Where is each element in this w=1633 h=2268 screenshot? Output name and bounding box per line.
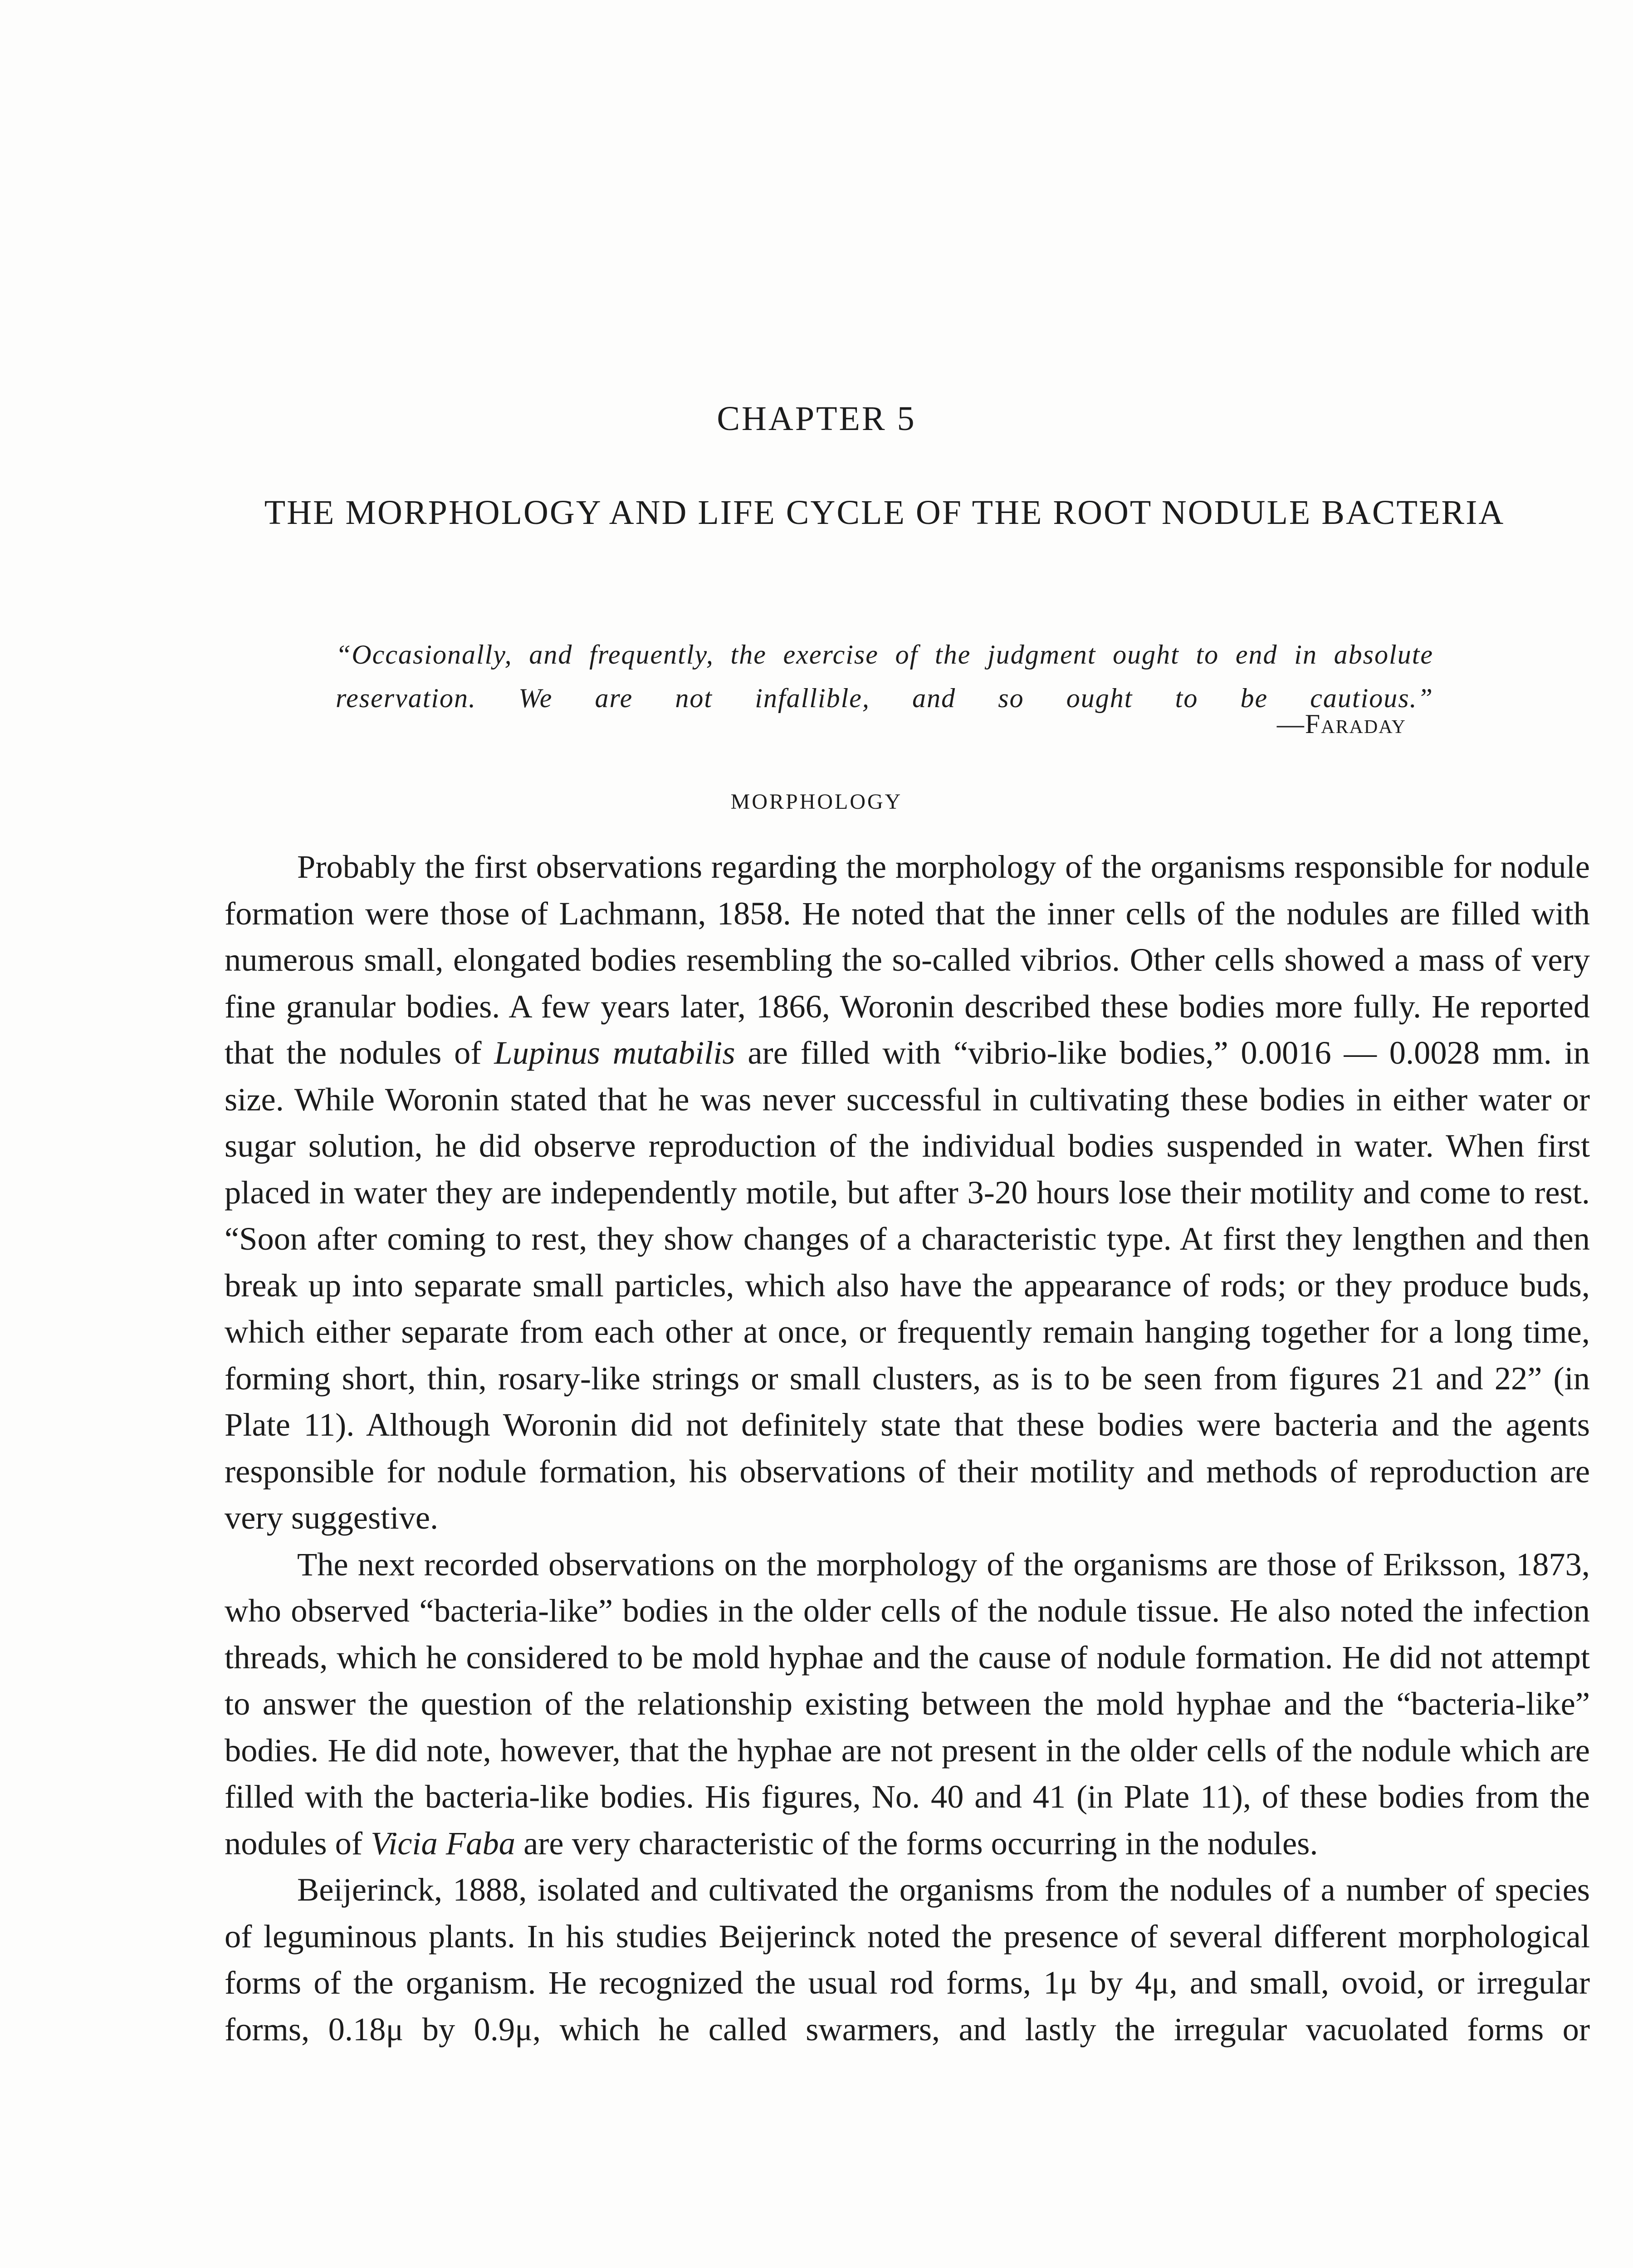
paragraph-text: Probably the first observations regarding the morphology of the organisms responsible for nodule formation were those of Lachmann, 1858. He noted that the inner cells of the nodules are filled with numerous small, elongated bodies resembling the so-called vibrios. Other cells showed a mass of very fine granular bodies. A few years later, 1866, Woronin described these bodies more fully. He reported that the nodules of (225, 848, 1590, 1071)
epigraph-attribution: —Faraday (1276, 709, 1406, 739)
paragraph (225, 844, 1590, 1541)
paragraph-text: are very characteristic of the forms occurring in the nodules. (515, 1824, 1318, 1862)
section-heading: MORPHOLOGY (730, 790, 903, 814)
species-name-italic: Lupinus mutabilis (494, 1034, 735, 1071)
paragraph (225, 1867, 1590, 2053)
paragraph-text: The next recorded observations on the morphology of the organisms are those of Eriksson, 1873, who observed “bacteria-like” bodies in the older cells of the nodule tissue. He also noted the infection threads, which he considered to be mold hyphae and the cause of nodule formation. He did not attempt to answer the question of the relationship existing between the mold hyphae and the “bacteria-like” bodies. He did note, however, that the hyphae are not present in the older cells of the nodule which are filled with the bacteria-like bodies. His figures, No. 40 and 41 (in Plate 11), of these bodies from the nodules of (225, 1545, 1590, 1862)
chapter-number: CHAPTER 5 (717, 400, 916, 438)
paragraph-text: Beijerinck, 1888, isolated and cultivated the organisms from the nodules of a number of species of leguminous plants. In his studies Beijerinck noted the presence of several different morphological forms of the organism. He recognized the usual rod forms, 1μ by 4μ, and small, ovoid, or irregular forms, 0.18μ by 0.9μ, which he called swarmers, and lastly the irregular vacuolated forms or (225, 1871, 1590, 2048)
chapter-title: THE MORPHOLOGY AND LIFE CYCLE OF THE ROOT NODULE BACTERIA (264, 494, 1505, 532)
paragraph (225, 1541, 1590, 1867)
body-text (225, 844, 1590, 2053)
epigraph-quote: “Occasionally, and frequently, the exercise of the judgment ought to end in absolute reservation. We are not infallible, and so ought to be cautious.” (336, 640, 1433, 713)
paragraph-text: are filled with “vibrio-like bodies,” 0.0016 — 0.0028 mm. in size. While Woronin stated that he was never successful in cultivating these bodies in either water or sugar solution, he did observe reproduction of the individual bodies suspended in water. When first placed in water they are independently motile, but after 3-20 hours lose their motility and come to rest. “Soon after coming to rest, they show changes of a characteristic type. At first they lengthen and then break up into separate small particles, which also have the appearance of rods; or they produce buds, which either separate from each other at once, or frequently remain hanging together for a long time, forming short, thin, rosary-like strings or small clusters, as is to be seen from figures 21 and 22” (in Plate 11). Although Woronin did not definitely state that these bodies were bacteria and the agents responsible for nodule formation, his observations of their motility and methods of reproduction are very suggestive. (225, 1034, 1590, 1536)
species-name-italic: Vicia Faba (371, 1824, 515, 1862)
